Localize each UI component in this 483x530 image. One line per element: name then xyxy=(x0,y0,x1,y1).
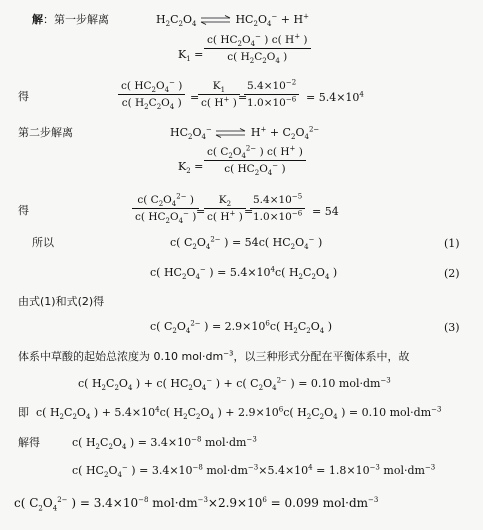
equation-number-2: (2) xyxy=(444,267,460,280)
solution-label: 解 xyxy=(32,13,43,26)
textbook-page: 解：第一步解离 $H_2C_2O_4$ $HC_2O_4^- + H^+$ $K_1$ = $\frac{c( HC_2O_4^- ) c( H^+ )}{c( H_2C_2O_4 )}$ 得 $\frac{c( HC_2O_4^- )}{c( H_2C_2O_4 )}$ = $\frac{K_1}{c( H^+ )}$ = $\frac{5.4\times 10^{-2}}{1.0\times 10^{-6}}$ = $5.4\times 10^4$ 第二步解离 $HC_2O_4^-$ $H^+ + C_2O_4^{2-}$ $K_2$ = $\frac{c( C_2O_4^{2-} ) c( H^+ )}{c( HC_2O_4^- )}$ 得 $\frac{c( C_2O_4^{2-} )}{c( HC_2O_4^- )}$ = $\frac{K_2}{c( H^+ )}$ = $\frac{5.4\times 10^{-5}}{1.0\times 10^{-6}}$ = 54 所以 c( $C_2O_4^{2-}$ ) = 54c( $HC_2O_4^-$ ) (1) c( $HC_2O_4^-$ ) = $5.4\times 10^4c$( $H_2C_2O_4$ ) (2) 由式(1)和式(2)得 c( $C_2O_4^{2-}$ ) = $2.9\times 10^6c$( $H_2C_2O_4$ ) (3) 体系中草酸的起始总浓度为 0.10 $mol\cdot dm^{-3}$，以三种形式分配在平衡体系中，故 c( $H_2C_2O_4$ ) + c( $HC_2O_4^-$ ) + c( $C_2O_4^{2-}$ ) = 0.10 $mol\cdot dm^{-3}$ 即 c( $H_2C_2O_4$ ) + $5.4\times 10^4c$( $H_2C_2O_4$ ) + $2.9\times 10^6c$( $H_2C_2O_4$ ) = 0.10 $mol\cdot dm^{-3}$ 解得 c( $H_2C_2O_4$ ) = $3.4\times 10^{-8}$ $mol\cdot dm^{-3}$ c( $HC_2O_4^-$ ) = $3.4\times 10^{-8}$ $mol\cdot dm^{-3}\times 5.4\times 10^4 = 1.8\times 10^{-3}$ $mol\cdot dm^{-3}$ c( $C_2O_4^{2-}$ ) = $3.4\times 10^{-8}$ $mol\cdot dm^{-3}\times 2.9\times 10^6 = 0.099$ $mol\cdot dm^{-3}$ xyxy=(14,12,460,513)
equation-number-1: (1) xyxy=(444,237,460,250)
ka2-over-h-value: $\frac{5.4\times 10^{-5}}{1.0\times 10^{-6}}$ xyxy=(250,194,305,223)
total-concentration-sentence: 体系中草酸的起始总浓度为 0.10 $mol\cdot dm^{-3}$，以三种形式分配在平衡体系中，故 xyxy=(18,349,410,363)
equilibrium-arrow-icon xyxy=(200,15,232,25)
combine-label: 由式(1)和式(2)得 xyxy=(18,295,105,308)
step1-label: ：第一步解离 xyxy=(43,13,109,26)
k1-over-h-fraction: $\frac{K_1}{c( H^+ )}$ xyxy=(198,80,240,109)
ratio1-fraction: $\frac{c( HC_2O_4^- )}{c( H_2C_2O_4 )}$ xyxy=(118,80,185,109)
equation-3: c( $C_2O_4^{2-}$ ) = $2.9\times 10^6c$( $H_2C_2O_4$ ) xyxy=(150,319,333,336)
substituted-equation: 即 c( $H_2C_2O_4$ ) + $5.4\times 10^4c$( $H_2C_2O_4$ ) + $2.9\times 10^6c$( $H_2C_2O_4$ ) = 0.10 $mol\cdot dm^{-3}$ xyxy=(18,405,442,422)
de-label-2: 得 xyxy=(18,204,29,217)
mass-balance-equation: c( $H_2C_2O_4$ ) + c( $HC_2O_4^-$ ) + c( $C_2O_4^{2-}$ ) = 0.10 $mol\cdot dm^{-3}$ xyxy=(78,376,391,393)
k1-symbol: $K_1$ = xyxy=(178,48,204,64)
result-h2c2o4: c( $H_2C_2O_4$ ) = $3.4\times 10^{-8}$ $mol\cdot dm^{-3}$ xyxy=(72,435,257,452)
step2-label: 第二步解离 xyxy=(18,126,73,139)
ratio1-result: = $5.4\times 10^4$ xyxy=(306,90,364,104)
k1-fraction: $\frac{c( HC_2O_4^- ) c( H^+ )}{c( H_2C_2O_4 )}$ xyxy=(204,34,311,63)
ka1-over-h-value: $\frac{5.4\times 10^{-2}}{1.0\times 10^{-6}}$ xyxy=(244,80,299,109)
second-dissociation-equation: $HC_2O_4^-$ $H^+ + C_2O_4^{2-}$ xyxy=(170,125,320,142)
equation-1: c( $C_2O_4^{2-}$ ) = 54c( $HC_2O_4^-$ ) xyxy=(170,235,323,252)
ratio2-fraction: $\frac{c( C_2O_4^{2-} )}{c( HC_2O_4^- )}$ xyxy=(132,194,199,223)
result-hc2o4: c( $HC_2O_4^-$ ) = $3.4\times 10^{-8}$ $mol\cdot dm^{-3}\times 5.4\times 10^4 = 1.8\times 10^{-3}$ $mol\cdot dm^{-3}$ xyxy=(72,463,436,480)
suoyi-label: 所以 xyxy=(32,236,54,249)
equation-2: c( $HC_2O_4^-$ ) = $5.4\times 10^4c$( $H_2C_2O_4$ ) xyxy=(150,265,338,282)
result-c2o4: c( $C_2O_4^{2-}$ ) = $3.4\times 10^{-8}$ $mol\cdot dm^{-3}\times 2.9\times 10^6 = 0.099$ $mol\cdot dm^{-3}$ xyxy=(14,496,379,513)
k2-symbol: $K_2$ = xyxy=(178,160,204,176)
equation-number-3: (3) xyxy=(444,321,460,334)
k2-fraction: $\frac{c( C_2O_4^{2-} ) c( H^+ )}{c( HC_2O_4^- )}$ xyxy=(204,146,306,175)
de-label-1: 得 xyxy=(18,90,29,103)
jiede-label: 解得 xyxy=(18,436,40,449)
ratio2-result: = 54 xyxy=(312,205,339,218)
k2-over-h-fraction: $\frac{K_2}{c( H^+ )}$ xyxy=(204,194,246,223)
first-dissociation-equation: $H_2C_2O_4$ $HC_2O_4^- + H^+$ xyxy=(156,12,309,29)
equilibrium-arrow-icon xyxy=(215,128,247,138)
step1-heading xyxy=(32,14,109,25)
